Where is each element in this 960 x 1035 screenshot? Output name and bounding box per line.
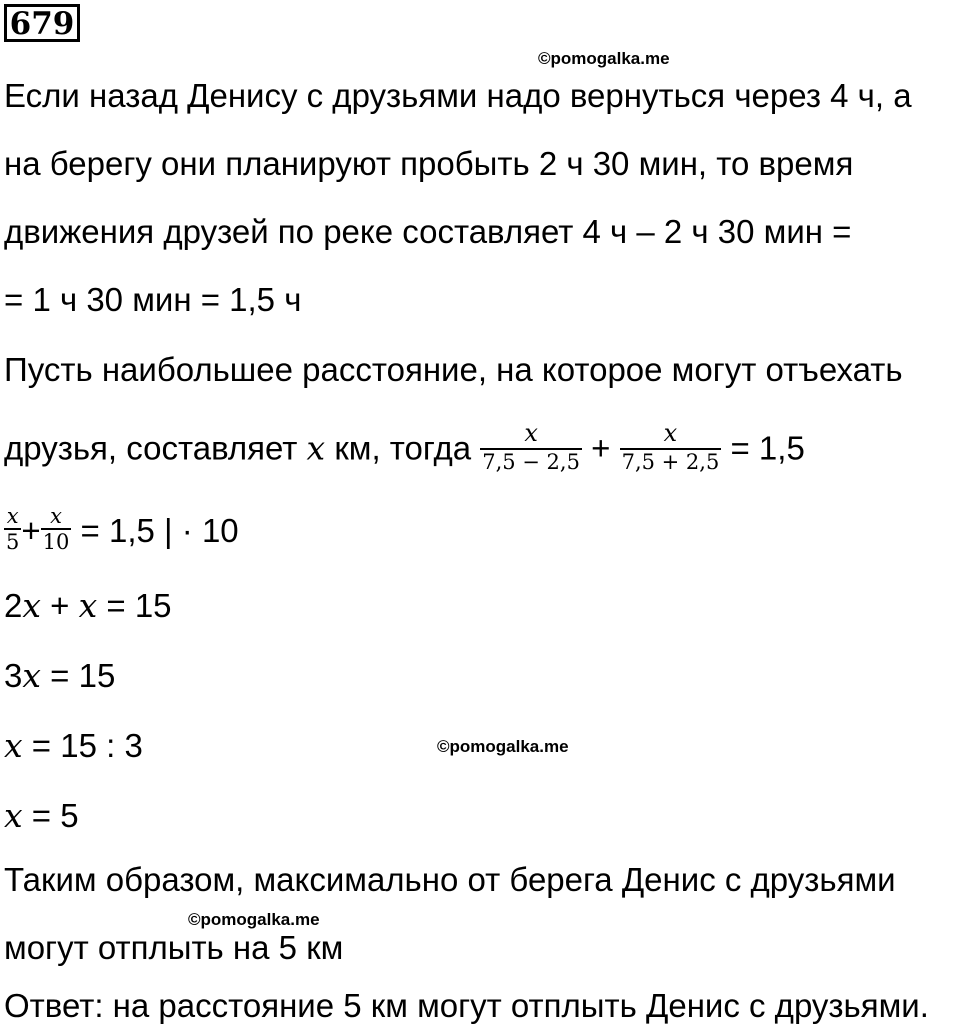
line6-tail: = 1,5 xyxy=(721,429,805,467)
fraction-denominator: 7,5 − 2,5 xyxy=(482,449,580,474)
text-line-3: движения друзей по реке составляет 4 ч – 2 ч 30 мин = xyxy=(4,213,852,250)
equation-line-8 xyxy=(4,586,172,626)
text-line-13: могут отплыть на 5 км xyxy=(4,929,344,966)
text-line-2: на берегу они планируют пробыть 2 ч 30 мин, то время xyxy=(4,145,854,182)
variable-x: x xyxy=(4,796,23,835)
plus-sign: + xyxy=(581,429,620,467)
fraction-x-over-10 xyxy=(41,504,72,554)
fraction-denominator: 10 xyxy=(42,530,70,555)
watermark-top: ©pomogalka.me xyxy=(538,49,670,68)
fraction-numerator: x xyxy=(6,504,19,528)
text-line-12: Таким образом, максимально от берега Денис с друзьями xyxy=(4,861,896,898)
result: = 15 xyxy=(40,657,116,694)
variable-x: x xyxy=(22,656,41,695)
fraction-numerator: x xyxy=(524,419,538,447)
equation-line-7 xyxy=(4,504,239,558)
text-line-4: = 1 ч 30 мин = 1,5 ч xyxy=(4,281,302,318)
text-line-1: Если назад Денису с друзьями надо вернуться через 4 ч, а xyxy=(4,77,912,114)
fraction-x-over-5 xyxy=(4,504,21,554)
line6-prefix: друзья, составляет xyxy=(4,429,307,467)
fraction-upstream xyxy=(480,420,582,474)
equation-line-6 xyxy=(4,419,805,478)
operator: + xyxy=(40,587,79,624)
variable-x: x xyxy=(306,428,326,468)
problem-number: 679 xyxy=(4,4,80,42)
result: = 15 xyxy=(97,587,172,624)
coefficient: 2 xyxy=(4,587,23,624)
variable-x: x xyxy=(4,726,23,765)
equation-line-9 xyxy=(4,656,115,696)
fraction-denominator: 7,5 + 2,5 xyxy=(621,449,720,474)
text-line-5: Пусть наибольшее расстояние, на которое могут отъехать xyxy=(4,351,903,388)
equation-line-10 xyxy=(4,726,143,766)
plus-sign: + xyxy=(21,511,41,549)
variable-x: x xyxy=(78,586,98,625)
fraction-numerator: x xyxy=(50,504,62,528)
fraction-downstream xyxy=(620,420,722,474)
line6-mid: км, тогда xyxy=(325,429,481,467)
watermark-middle: ©pomogalka.me xyxy=(437,737,569,756)
coefficient: 3 xyxy=(4,657,23,694)
result: = 5 xyxy=(22,797,79,834)
equation-line-11 xyxy=(4,796,79,836)
line7-tail: = 1,5 | · 10 xyxy=(71,511,239,549)
fraction-numerator: x xyxy=(663,419,678,447)
variable-x: x xyxy=(22,586,41,625)
result: = 15 : 3 xyxy=(22,727,143,764)
fraction-denominator: 5 xyxy=(6,530,20,555)
answer-line: Ответ: на расстояние 5 км могут отплыть Денис с друзьями. xyxy=(4,987,929,1024)
watermark-bottom: ©pomogalka.me xyxy=(188,910,320,929)
